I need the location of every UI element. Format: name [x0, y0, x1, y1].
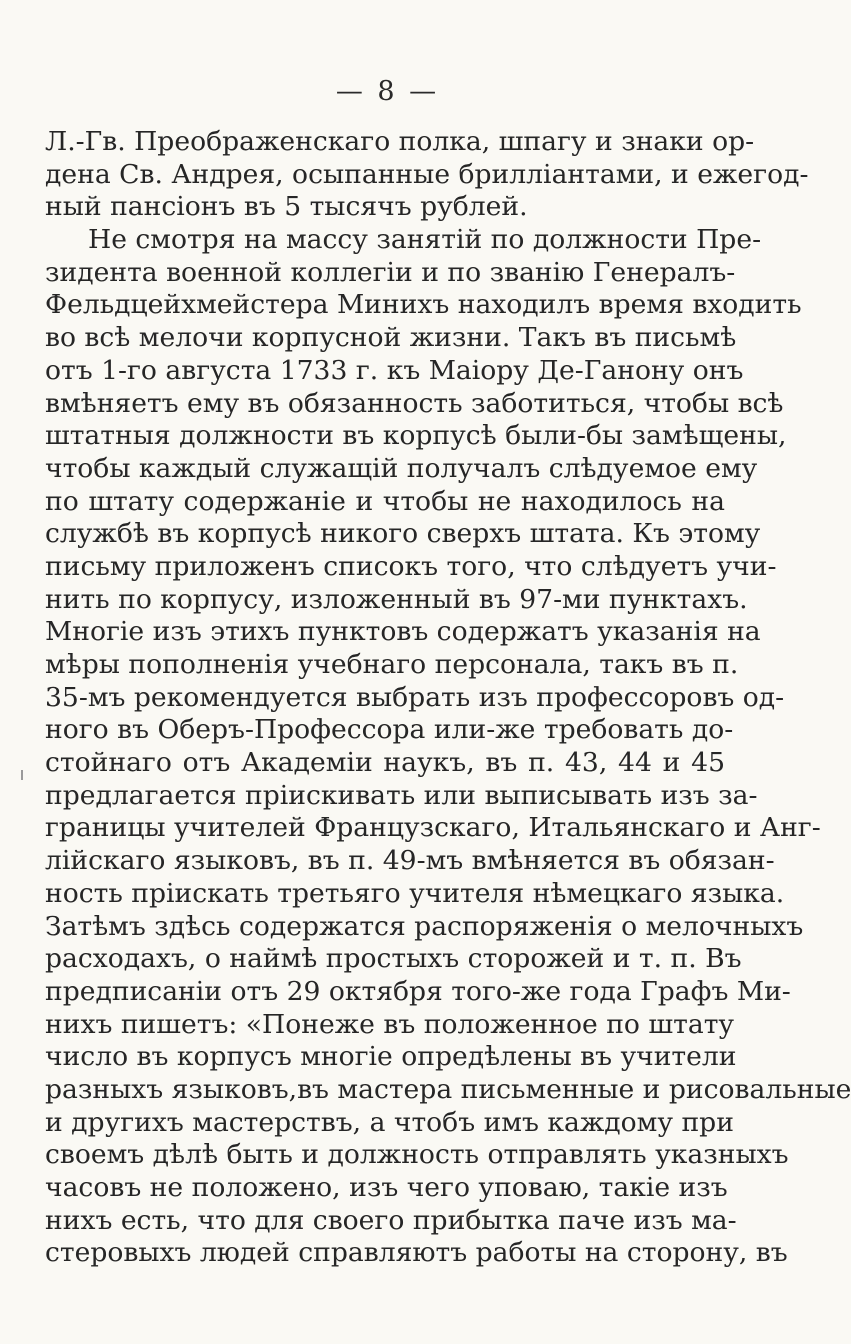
- page-number: — 8 —: [335, 76, 440, 107]
- text-line: Л.-Гв. Преображенскаго полка, шпагу и знаки ор-: [45, 126, 755, 157]
- text-line: мѣры пополненія учебнаго персонала, такъ въ п.: [45, 649, 739, 680]
- text-line: службѣ въ корпусѣ никого сверхъ штата. Къ этому: [45, 518, 761, 550]
- text-line: 35-мъ рекомендуется выбрать изъ профессоровъ од-: [45, 681, 785, 713]
- text-line: нихъ есть, что для своего прибытка паче изъ ма-: [45, 1204, 737, 1236]
- text-line: нить по корпусу, изложенный въ 97-ми пунктахъ.: [45, 583, 748, 615]
- text-line: и другихъ мастерствъ, а чтобъ имъ каждому при: [45, 1106, 734, 1138]
- body-text: [45, 126, 851, 1270]
- text-line: часовъ не положено, изъ чего уповаю, такіе изъ: [45, 1172, 728, 1203]
- text-line: по штату содержаніе и чтобы не находилось на: [45, 485, 725, 517]
- text-line: ного въ Оберъ-Профессора или-же требовать до-: [45, 714, 734, 746]
- text-line: вмѣняетъ ему въ обязанность заботиться, чтобы всѣ: [45, 387, 784, 419]
- text-line: лійскаго языковъ, въ п. 49-мъ вмѣняется въ обязан-: [45, 845, 775, 877]
- text-line: Не смотря на массу занятій по должности Пре-: [88, 224, 762, 256]
- text-line: отъ 1-го августа 1733 г. къ Маіору Де-Ганону онъ: [45, 354, 744, 386]
- text-line: ность пріискать третьяго учителя нѣмецкаго языка.: [45, 877, 785, 909]
- text-line: письму приложенъ списокъ того, что слѣдуетъ учи-: [45, 550, 777, 582]
- text-line: штатныя должности въ корпусѣ были-бы замѣщены,: [45, 420, 787, 452]
- text-line: число въ корпусъ многіе опредѣлены въ учители: [45, 1041, 737, 1073]
- text-line: во всѣ мелочи корпусной жизни. Такъ въ письмѣ: [45, 322, 737, 354]
- text-line: разныхъ языковъ,въ мастера письменные и рисовальные: [45, 1073, 851, 1105]
- text-line: границы учителей Французскаго, Итальянскаго и Анг-: [45, 812, 821, 844]
- text-line: предлагается пріискивать или выписывать изъ за-: [45, 779, 758, 811]
- margin-mark: [21, 770, 23, 780]
- text-line: чтобы каждый служащій получалъ слѣдуемое ему: [45, 452, 758, 484]
- text-line: Затѣмъ здѣсь содержатся распоряженія о мелочныхъ: [45, 910, 804, 942]
- text-line: зидента военной коллегіи и по званію Генералъ-: [45, 256, 736, 288]
- text-line: стойнаго отъ Академіи наукъ, въ п. 43, 44 и 45: [45, 747, 725, 779]
- text-line: нихъ пишетъ: «Понеже въ положенное по штату: [45, 1008, 735, 1040]
- text-line: предписаніи отъ 29 октября того-же года Графъ Ми-: [45, 975, 791, 1007]
- text-line: расходахъ, о наймѣ простыхъ сторожей и т. п. Въ: [45, 943, 742, 975]
- text-line: ный пансіонъ въ 5 тысячъ рублей.: [45, 191, 528, 223]
- text-line: стеровыхъ людей справляютъ работы на сторону, въ: [45, 1237, 788, 1269]
- text-line: своемъ дѣлѣ быть и должность отправлять указныхъ: [45, 1139, 789, 1171]
- text-line: дена Св. Андрея, осыпанные брилліантами, и ежегод-: [45, 158, 809, 190]
- text-line: Многіе изъ этихъ пунктовъ содержатъ указанія на: [45, 616, 761, 648]
- text-line: Фельдцейхмейстера Минихъ находилъ время входить: [45, 289, 802, 321]
